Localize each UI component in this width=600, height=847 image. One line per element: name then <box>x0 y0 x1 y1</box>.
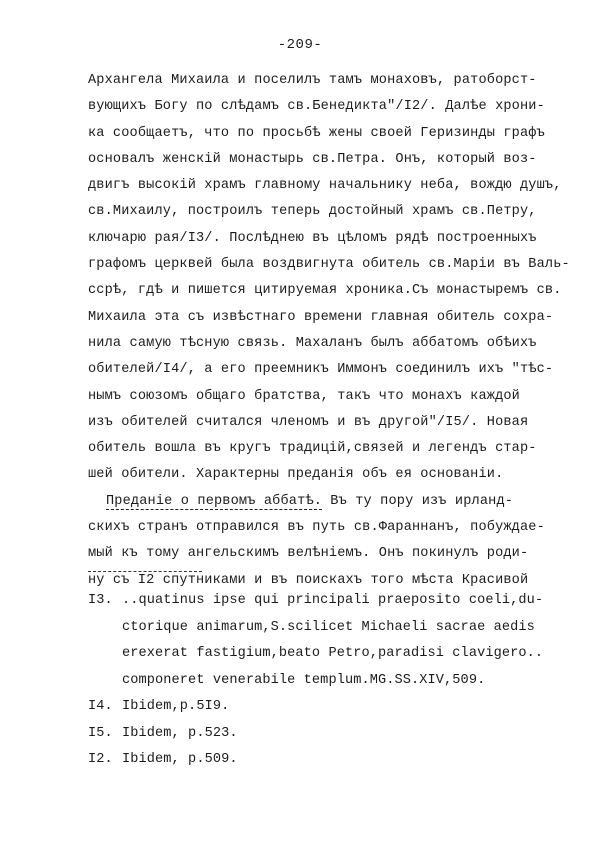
text-line: св.Михаилу, построилъ теперь достойный храмъ св.Петру, <box>88 204 537 220</box>
text-line: нила самую тѣсную связь. Махаланъ былъ аббатомъ обѣихъ <box>88 335 537 351</box>
footnote-text: ctorique animarum,S.scilicet Michaeli sacrae aedis <box>122 619 535 635</box>
text-line: двигъ высокій храмъ главному начальнику неба, вождю душъ, <box>88 178 562 194</box>
footnote-12 <box>88 747 588 774</box>
text-line: шей обители. Характерны преданія объ ея основаніи. <box>88 467 504 483</box>
body-text <box>88 68 588 594</box>
footnote-14 <box>88 694 588 721</box>
footnote-separator <box>88 571 202 572</box>
text-line: вующихъ Богу по слѣдамъ св.Бенедикта"/I2/. Далѣе хрони- <box>88 99 545 115</box>
footnote-text: componeret venerabile templum.MG.SS.XIV,509. <box>122 672 486 688</box>
footnote-number: I5. <box>88 725 113 741</box>
footnote-number: I3. <box>88 593 113 608</box>
text-line: ссрѣ, гдѣ и пишется цитируемая хроника.Съ монастыремъ св. <box>88 283 562 299</box>
text-line: нымъ союзомъ общаго братства, такъ что монахъ каждой <box>88 388 520 404</box>
text-line: Архангела Михаила и поселилъ тамъ монаховъ, ратоборст- <box>88 73 537 88</box>
text-line: графомъ церквей была воздвигнута обитель св.Маріи въ Валь- <box>88 257 570 273</box>
footnote-13 <box>88 588 588 615</box>
footnote-15 <box>88 721 588 748</box>
page-number: -209- <box>277 37 323 53</box>
text-line: ну съ I2 спутниками и въ поискахъ того мѣста Красивой <box>88 572 529 588</box>
footnotes <box>88 588 588 774</box>
text-line: ка сообщаетъ, что по просьбѣ жены своей Геризинды графъ <box>88 125 545 141</box>
text-line: мый къ тому ангельскимъ велѣніемъ. Онъ покинулъ роди- <box>88 546 529 562</box>
footnote-number: I2. <box>88 752 113 767</box>
footnote-text: Ibidem, p.509. <box>122 752 238 767</box>
text-line: скихъ странъ отправился въ путь св.Фараннанъ, побуждае- <box>88 520 545 536</box>
footnote-text: erexerat fastigium,beato Petro,paradisi clavigero.. <box>122 646 544 661</box>
section-first-line-rest: Въ ту пору изъ ирланд- <box>322 493 514 509</box>
footnote-text: Ibidem,p.5I9. <box>122 699 230 714</box>
text-line: Михаила эта съ извѣстнаго времени главная обитель сохра- <box>88 309 554 325</box>
text-line: ключарю рая/I3/. Послѣднею въ цѣломъ рядѣ построенныхъ <box>88 230 537 246</box>
text-line: обитель вошла въ кругъ традицій,связей и легендъ стар- <box>88 441 537 457</box>
text-line: обителей/I4/, а его преемникъ Иммонъ соединилъ ихъ "тѣс- <box>88 362 554 378</box>
footnote-text: ..quatinus ipse qui principali praeposito coeli,du- <box>122 593 544 608</box>
text-line: изъ обителей считался членомъ и въ другой"/I5/. Новая <box>88 414 529 430</box>
text-line: основалъ женскій монастырь св.Петра. Онъ, который воз- <box>88 151 537 167</box>
footnote-text: Ibidem, p.523. <box>122 725 238 741</box>
section-first-line <box>88 489 588 515</box>
footnote-number: I4. <box>88 699 113 714</box>
section-heading: Преданіе о первомъ аббатѣ. <box>106 493 322 509</box>
